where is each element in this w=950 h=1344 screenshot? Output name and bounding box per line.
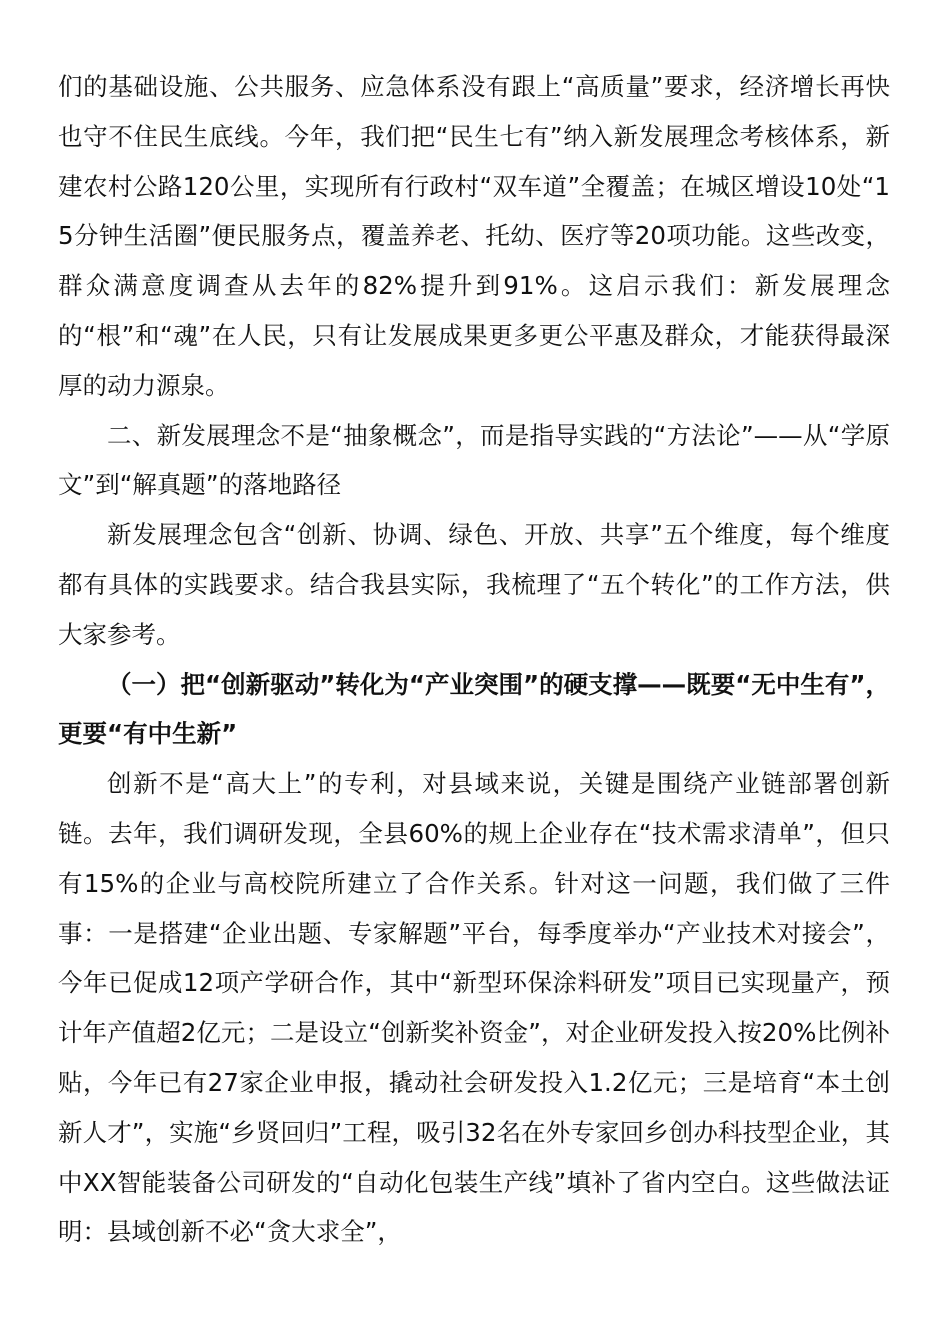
paragraph-livelihood-conclusion: 们的基础设施、公共服务、应急体系没有跟上“高质量”要求，经济增长再快也守不住民生底线。今年，我们把“民生七有”纳入新发展理念考核体系，新建农村公路120公里，实现所有行政村“双车道”全覆盖；在城区增设10处“15分钟生活圈”便民服务点，覆盖养老、托幼、医疗等20项功能。这些改变，群众满意度调查从去年的82%提升到91%。这启示我们：新发展理念的“根”和“魂”在人民，只有让发展成果更多更公平惠及群众，才能获得最深厚的动力源泉。 xyxy=(58,72,890,400)
subheading-innovation: （一）把“创新驱动”转化为“产业突围”的硬支撑——既要“无中生有”，更要“有中生新” xyxy=(58,669,890,749)
document-page xyxy=(58,62,890,1257)
paragraph-innovation-practice: 创新不是“高大上”的专利，对县域来说，关键是围绕产业链部署创新链。去年，我们调研发现，全县60%的规上企业存在“技术需求清单”，但只有15%的企业与高校院所建立了合作关系。针对这一问题，我们做了三件事：一是搭建“企业出题、专家解题”平台，每季度举办“产业技术对接会”，今年已促成12项产学研合作，其中“新型环保涂料研发”项目已实现量产，预计年产值超2亿元；二是设立“创新奖补资金”，对企业研发投入按20%比例补贴，今年已有27家企业申报，撬动社会研发投入1.2亿元；三是培育“本土创新人才”，实施“乡贤回归”工程，吸引32名在外专家回乡创办科技型企业，其中XX智能装备公司研发的“自动化包装生产线”填补了省内空白。这些做法证明：县域创新不必“贪大求全”， xyxy=(58,769,890,1247)
section-heading-two: 二、新发展理念不是“抽象概念”，而是指导实践的“方法论”——从“学原文”到“解真题”的落地路径 xyxy=(58,420,890,500)
paragraph-five-dimensions: 新发展理念包含“创新、协调、绿色、开放、共享”五个维度，每个维度都有具体的实践要求。结合我县实际，我梳理了“五个转化”的工作方法，供大家参考。 xyxy=(58,520,890,649)
